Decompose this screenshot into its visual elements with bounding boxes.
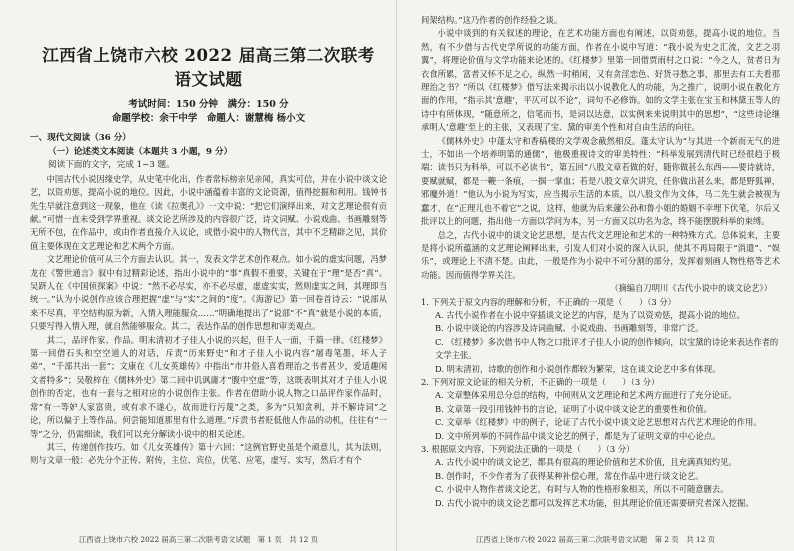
- answer-option: C. 文章举《红楼梦》中的例子，论证了古代小说中谈文论艺思想对古代艺术理论的作用。: [435, 417, 762, 428]
- answer-option: D. 明末清初，诗歌的创作和小说创作都较为繁荣，这在谈文论艺中多有体现。: [435, 363, 721, 374]
- section-heading: 一、现代文阅读（36 分）: [30, 133, 131, 143]
- question-stem: 2. 下列对原文论证的相关分析，不正确的一项是（ ）（3 分）: [421, 376, 660, 387]
- passage-paragraph: 中国古代小说因缘史学，从史笔中化出，作者常标榜亲见亲闻，真实可信，并在小说中谈文论艺，以资劝惩，提高小说的地位。因此，小说中涵蕴着丰富的文论资源，值得挖掘和利用。钱钟书先生早就注意到这一现象，他在《读《拉奥孔》》一文中说：“把它们演绎出来，对文艺理论很有贡献。”可惜一直未受到学界重视。谈文论艺所涉及的内容很广泛，诗文词赋、小说戏曲、书画雕刻等无所不包，在作品中，或由作者直接介入议论，或借小说中的人物代言，其中不乏精辟之见，其价值主要体现在文艺理论和艺术两个方面。: [30, 173, 387, 251]
- exam-title-line1: 江西省上饶市六校 2022 届高三第二次联考: [42, 46, 375, 65]
- answer-option: B. 文章第一段引用钱钟书的言论，证明了小说中谈文论艺的重要性和价值。: [435, 403, 712, 414]
- subsection-heading: （一）论述类文本阅读（本题共 3 小题，9 分）: [48, 146, 233, 157]
- exam-title-line2: 语文试题: [174, 70, 243, 89]
- answer-option: D. 文中所列举的不同作品中谈文论艺的例子，都是为了证明文章的中心论点。: [435, 430, 721, 441]
- passage-paragraph: 《儒林外史》中蓬太守和香稿楼的文学观念截然相反。蓬太守认为“与其进一个新而无气的进士，不如出一个培养明第的通儒”，他极重视诗文的审美特性：“科举发展到清代时已经很趋于极端：读书只为科举，可以不必读书”，第五回“八股文章若做的好，随你做甚么东西——要诗就诗，要赋就赋，都是一鞭一条痕，一掴一掌血；若是八股文章欠讲究，任你做出甚么来，都是野狐禅，邪魔外道！”他认为小说为写实，应当揭示生活的本质，以八股文作为文体，马二先生就会被视为蠢才，在“正理儿也不着它”之说，这样，他就为后来蘧公孙和鲁小姐的婚姻不幸埋下伏笔，尔后又批评以上的问题，指出他一方面以学问为本，另一方面又以功名为念，终不能摆脱科举的束缚。: [421, 135, 780, 227]
- answer-option: A. 古代小说作者在小说中穿插谈文论艺的内容，是为了以资劝惩，提高小说的地位。: [435, 309, 745, 320]
- passage-paragraph: 小说中谈到的有关叙述的理论，在艺术功能方面也有阐述，以资劝惩，提高小说的地位。当然，有不少借与古代史学所说的功能方面，作者在小说中写道：“我小说为史之汇流，文艺之羽翼”，将理论价值与文学功能来论述的。《红楼梦》里第一回借贾雨村之口说：“今之人，贫者日为衣食所累，富者又怀不足之心，纵然一时稍闲，又有贪淫恋色、好货寻愁之事，那里去有工夫看那理治之书？”所以《红楼梦》借写法来揭示出以小说教化人的功能，为之推广，说明小说在教化方面的作用，“指示其‘意趣’，平仄可以不论”，词句不必修饰。如的文学主张在宝玉和林黛玉等人的诗中有所体现，“随意所之，信笔而书，是词以达意，以实例来来说明其中的思想”，“这些诗论继承明人‘意趣’至上的主张，又表现了宝、黛的审美个性和对自由生活的向往。: [421, 28, 780, 133]
- page-right: [397, 0, 794, 551]
- question-stem: 3. 根据原文内容，下列说法正确的一项是（ ）（3 分）: [421, 444, 635, 454]
- answer-option: B. 创作时，不少作者为了获得某种补偿心理，常在作品中进行谈文论艺。: [435, 470, 704, 481]
- question-stem: 1. 下列关于原文内容的理解和分析，不正确的一项是（ ）（3 分）: [421, 296, 676, 307]
- passage-paragraph: 文艺理论价值可从三个方面去认识。其一，发表文学艺术创作观点。如小说的虚实问题，冯梦龙在《警世通言》叙中有过精彩论述，指出小说中的“事”真假不重要，关键在于“理”是否“真”。吴趼人在《中国侦探案》中说：“然不必尽实，亦不必尽虚，虚虚实实，然则虚实之间，其理即当统一。”认为小说创作应该合理把握“虚”与“实”之间的“度”。《海游记》第一回卷首诗云：“说部从来不尽真，平空结构原为新，入情入理能服众……”明确地提出了“说部”不“真”就是小说的本质，只要写得入情入理，就自然能够服众。其二，表达作品的创作思想和审美观点。: [30, 254, 387, 332]
- answer-option: C. 《红楼梦》多次借书中人物之口批评才子佳人小说的创作倾向，以宝黛的诗论来表达作者的文学主张。: [435, 336, 779, 361]
- passage-paragraph: 其三，传递创作技巧。如《儿女英雄传》第十六回：“这例官野史虽是个顽意儿，其为法则，则与文章一般：必先分个正传、附传，主位、宾位，伏笔、应笔，虚写、实写，然后才有个: [30, 441, 387, 466]
- answer-option: C. 小说中人物作者谈文论艺，有时与人物的性格形象相关，所以不可随意删去。: [435, 484, 729, 495]
- passage-paragraph: 间架结构。”这乃作者的创作经验之谈。: [421, 15, 563, 25]
- page-footer-right: 江西省上饶市六校 2022 届高三第二次联考语文试题 第 2 页 共 12 页: [475, 535, 716, 544]
- passage-paragraph: 其二，品评作家、作品。明末清初才子佳人小说的兴起，但千人一面，千篇一律。《红楼梦》第一回借石头和空空道人的对话，斥责“历来野史”和才子佳人小说内容“屠毒笔墨，坏人子弟”，“千部共出一套”；文康在《儿女英雄传》中指出“市井俗人喜看理治之书者甚少，爱适趣闲文者特多”；吴敬梓在《儒林外史》第二回中讥讽庸才“腹中空虚”等，这既表明其对才子佳人小说创作的否定，也有一套与之相对应的小说创作主张。作者在借助小说人物之口品评作家作品时，常“有一等妒人家富贵，或有求不遂心，故而进行污蔑”之类，多为“只知贪利，并不解诗词”之论，所以偏于上等作品。何尝能知道那里有什么道理。”斥责书者贬低他人作品的动机，往往有“一等”之分，仍需细读，我们可以充分解读小说中的相关论述。: [30, 334, 387, 439]
- exam-info: 考试时间：150 分钟 满分：150 分: [128, 99, 289, 110]
- exam-setters: 命题学校：余干中学 命题人：谢慧梅 杨小文: [111, 113, 306, 124]
- passage-paragraph: 总之，古代小说中的谈文论艺思想，是古代文艺理论和艺术的一种特殊方式。总体说来，主要是将小说所蕴涵的文艺理论阐释出来，引发人们对小说的深入认识，使其不再局限于“消遣”、“娱乐”，或理论上不清不楚。由此，一般是作为小说中不可分割的部分，发挥着刻画人物性格等艺术功能。因而值得学界关注。: [421, 229, 780, 280]
- answer-option: A. 文章整体采用总分总的结构，中间则从文艺理论和艺术两方面进行了充分论证。: [435, 390, 737, 401]
- page-footer-left: 江西省上饶市六校 2022 届高三第二次联考语文试题 第 1 页 共 12 页: [78, 535, 319, 544]
- answer-option: D. 古代小说中的谈文论艺都可以发挥艺术功能，但其理论价值还需要研究者深入挖掘。: [435, 497, 754, 508]
- reading-instruction: 阅读下面的文字，完成 1~3 题。: [48, 160, 175, 171]
- answer-option: A. 古代小说中的谈文论艺，都具有很高的理论价值和艺术价值，且充满真知灼见。: [435, 457, 737, 468]
- answer-option: B. 小说中谈论的内容涉及诗词曲赋、小说戏曲、书画雕刻等，非常广泛。: [435, 323, 704, 334]
- passage-source: （摘编自刀明川《古代小说中的谈文论艺》）: [610, 283, 772, 294]
